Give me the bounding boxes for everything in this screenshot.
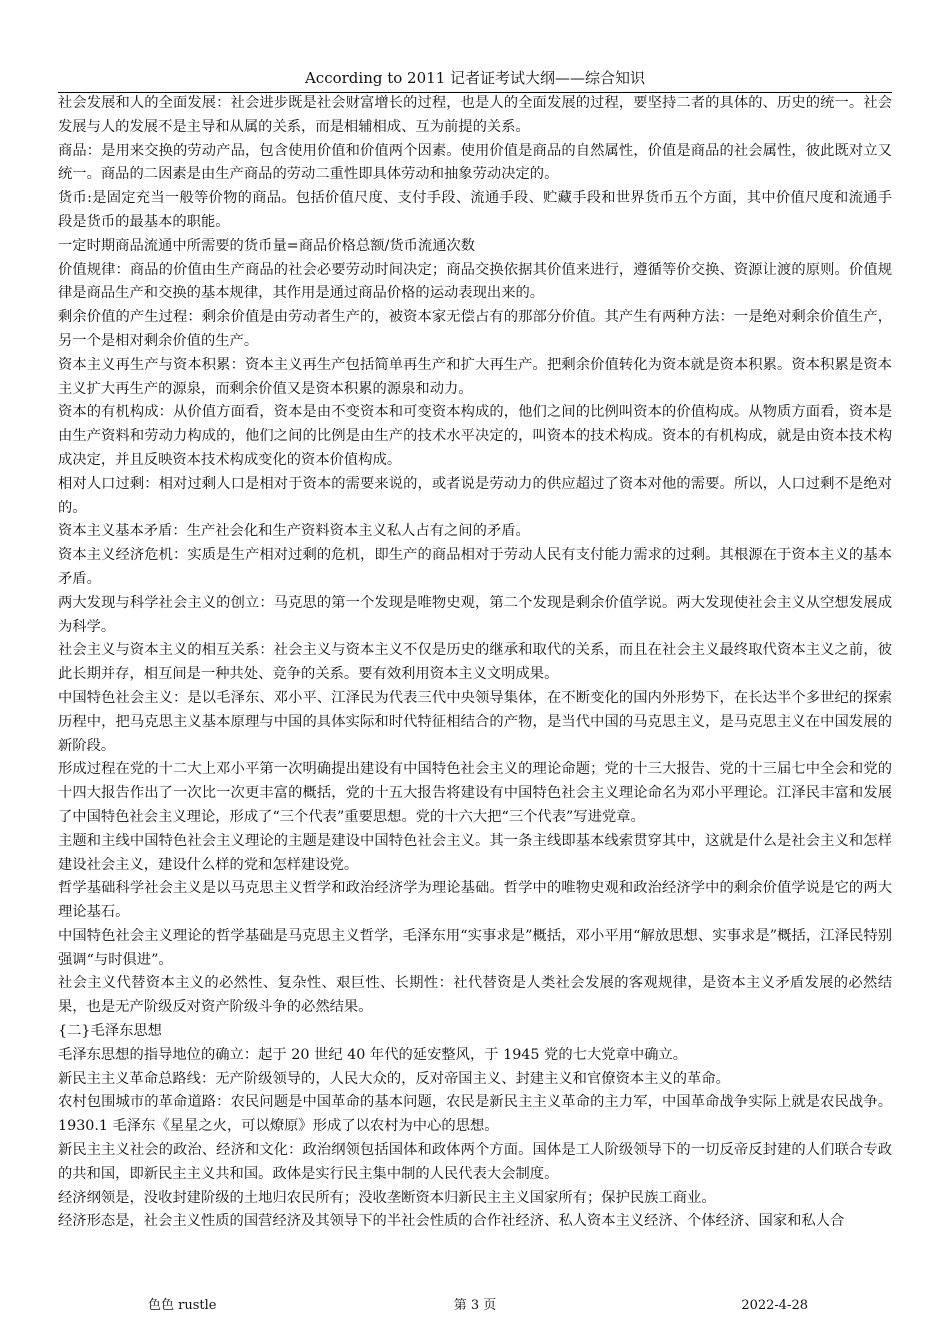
page-header: According to 2011 记者证考试大纲——综合知识 <box>58 64 892 93</box>
paragraph: 农村包围城市的革命道路：农民问题是中国革命的基本问题，农民是新民主主义革命的主力军，中国革命战争实际上就是农民战争。1930.1 毛泽东《星星之火，可以燎原》形成了以农村为中心的思想。 <box>58 1094 892 1135</box>
section-heading: {二}毛泽东思想 <box>58 1023 162 1040</box>
footer-author: 色色 rustle <box>148 1298 217 1313</box>
paragraph: 货币:是固定充当一般等价物的商品。包括价值尺度、支付手段、流通手段、贮藏手段和世界货币五个方面，其中价值尺度和流通手段是货币的最基本的职能。 <box>58 190 892 230</box>
page-footer <box>0 1296 950 1316</box>
paragraph: 中国特色社会主义：是以毛泽东、邓小平、江泽民为代表三代中央领导集体，在不断变化的国内外形势下，在长达半个多世纪的探索历程中，把马克思主义基本原理与中国的具体实际和时代特征相结合的产物，是当代中国的马克思主义，是马克思主义在中国发展的新阶段。 <box>58 689 892 754</box>
paragraph: 新民主主义革命总路线：无产阶级领导的，人民大众的，反对帝国主义、封建主义和官僚资本主义的革命。 <box>58 1070 730 1087</box>
paragraph: 毛泽东思想的指导地位的确立：起于 20 世纪 40 年代的延安整风，于 1945 党的七大党章中确立。 <box>58 1046 688 1063</box>
paragraph: 资本主义再生产与资本积累：资本主义再生产包括简单再生产和扩大再生产。把剩余价值转化为资本就是资本积累。资本积累是资本主义扩大再生产的源泉，而剩余价值又是资本积累的源泉和动力。 <box>58 356 892 397</box>
paragraph: 资本主义经济危机：实质是生产相对过剩的危机，即生产的商品相对于劳动人民有支付能力需求的过剩。其根源在于资本主义的基本矛盾。 <box>58 547 892 587</box>
paragraph: 资本主义基本矛盾：生产社会化和生产资料资本主义私人占有之间的矛盾。 <box>58 523 530 540</box>
footer-date: 2022-4-28 <box>741 1298 808 1313</box>
paragraph: 社会发展和人的全面发展：社会进步既是社会财富增长的过程，也是人的全面发展的过程，要坚持二者的具体的、历史的统一。社会发展与人的发展不是主导和从属的关系，而是相辅相成、互为前提的关系。 <box>58 95 892 135</box>
paragraph: 价值规律：商品的价值由生产商品的社会必要劳动时间决定；商品交换依据其价值来进行，遵循等价交换、资源让渡的原则。价值规律是商品生产和交换的基本规律，其作用是通过商品价格的运动表现出来的。 <box>58 261 892 302</box>
paragraph: 商品：是用来交换的劳动产品，包含使用价值和价值两个因素。使用价值是商品的自然属性，价值是商品的社会属性，彼此既对立又统一。商品的二因素是由生产商品的劳动二重性即具体劳动和抽象劳动决定的。 <box>58 142 892 183</box>
paragraph: 两大发现与科学社会主义的创立：马克思的第一个发现是唯物史观，第二个发现是剩余价值学说。两大发现使社会主义从空想发展成为科学。 <box>58 594 892 635</box>
paragraph: 相对人口过剩：相对过剩人口是相对于资本的需要来说的，或者说是劳动力的供应超过了资本对他的需要。所以，人口过剩不是绝对的。 <box>58 475 892 516</box>
paragraph: 新民主主义社会的政治、经济和文化：政治纲领包括国体和政体两个方面。国体是工人阶级领导下的一切反帝反封建的人们联合专政的共和国，即新民主主义共和国。政体是实行民主集中制的人民代表大会制度。 <box>58 1142 892 1182</box>
document-body <box>58 92 892 1234</box>
paragraph: 主题和主线中国特色社会主义理论的主题是建设中国特色社会主义。其一条主线即基本线索贯穿其中，这就是什么是社会主义和怎样建设社会主义，建设什么样的党和怎样建设党。 <box>58 832 892 873</box>
paragraph: 社会主义代替资本主义的必然性、复杂性、艰巨性、长期性：社代替资是人类社会发展的客观规律，是资本主义矛盾发展的必然结果，也是无产阶级反对资产阶级斗争的必然结果。 <box>58 975 892 1016</box>
page-number: 第 3 页 <box>453 1298 497 1313</box>
paragraph: 一定时期商品流通中所需要的货币量=商品价格总额/货币流通次数 <box>58 237 476 254</box>
paragraph: 剩余价值的产生过程：剩余价值是由劳动者生产的，被资本家无偿占有的那部分价值。其产生有两种方法：一是绝对剩余价值生产，另一个是相对剩余价值的生产。 <box>58 309 892 349</box>
paragraph: 社会主义与资本主义的相互关系：社会主义与资本主义不仅是历史的继承和取代的关系，而且在社会主义最终取代资本主义之前，彼此长期并存，相互间是一种共处、竞争的关系。要有效利用资本主义文明成果。 <box>58 642 892 683</box>
paragraph: 经济形态是，社会主义性质的国营经济及其领导下的半社会性质的合作社经济、私人资本主义经济、个体经济、国家和私人合 <box>58 1213 845 1230</box>
paragraph: 形成过程在党的十二大上邓小平第一次明确提出建设有中国特色社会主义的理论命题；党的十三大报告、党的十三届七中全会和党的十四大报告作出了一次比一次更丰富的概括，党的十五大报告将建设有中国特色社会主义理论命名为邓小平理论。江泽民丰富和发展了中国特色社会主义理论，形成了“三个代表”重要思想。党的十六大把“三个代表”写进党章。 <box>58 761 892 825</box>
paragraph: 经济纲领是，没收封建阶级的土地归农民所有；没收垄断资本归新民主主义国家所有；保护民族工商业。 <box>58 1189 716 1206</box>
paragraph: 资本的有机构成：从价值方面看，资本是由不变资本和可变资本构成的，他们之间的比例叫资本的价值构成。从物质方面看，资本是由生产资料和劳动力构成的，他们之间的比例是由生产的技术水平决定的，叫资本的技术构成。资本的有机构成，就是由资本技术构成决定，并且反映资本技术构成变化的资本价值构成。 <box>58 404 892 468</box>
paragraph: 哲学基础科学社会主义是以马克思主义哲学和政治经济学为理论基础。哲学中的唯物史观和政治经济学中的剩余价值学说是它的两大理论基石。 <box>58 880 892 921</box>
paragraph: 中国特色社会主义理论的哲学基础是马克思主义哲学，毛泽东用“实事求是”概括，邓小平用“解放思想、实事求是”概括，江泽民特别强调“与时俱进”。 <box>58 927 892 968</box>
